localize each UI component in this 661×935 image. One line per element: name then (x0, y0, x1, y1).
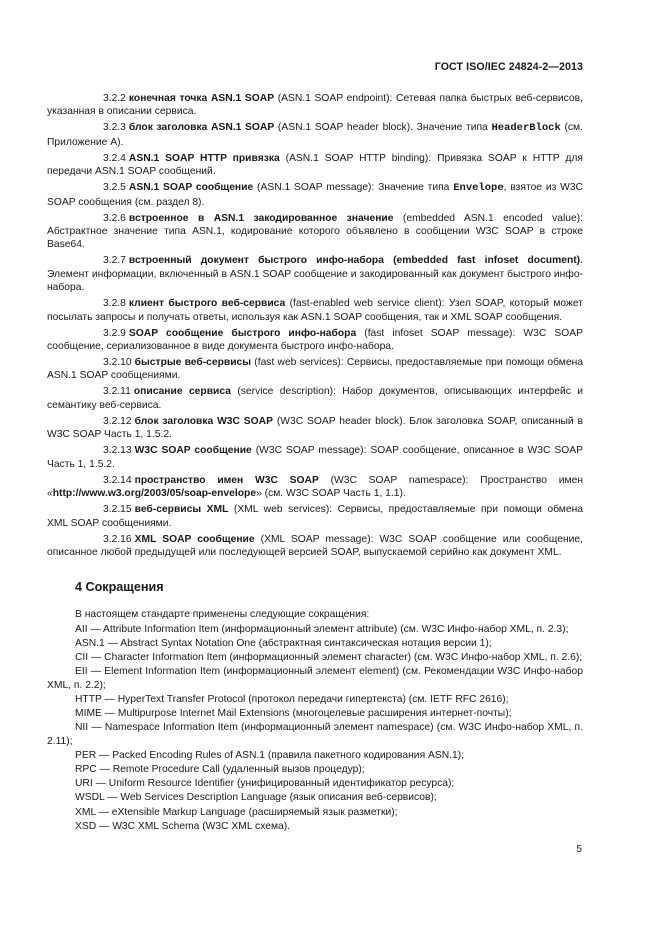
abbreviation-item: RPC — Remote Procedure Call (удаленный вызов процедур); (75, 763, 365, 775)
definition-number: 3.2.7 (103, 255, 126, 267)
definition-number: 3.2.14 (103, 474, 132, 486)
definition-paragraph (47, 121, 583, 149)
definitions-list (47, 92, 583, 559)
page-header-standard: ГОСТ ISO/IEC 24824-2—2013 (434, 61, 583, 73)
definition-term: пространство имен W3C SOAP (134, 474, 319, 486)
definition-paragraph (47, 503, 583, 530)
definition-paragraph (47, 385, 583, 412)
definition-paragraph (47, 181, 583, 209)
definition-text: (fast-enabled web service client): Узел SOAP, который может посылать запросы и получать ответы, используя как ASN.1 SOAP сообщения, так и XML SOAP сообщения. (47, 298, 583, 323)
definition-term: конечная точка ASN.1 SOAP (128, 93, 275, 104)
definition-term: веб-сервисы XML (134, 504, 229, 516)
definition-number: 3.2.12 (103, 415, 132, 427)
definition-number: 3.2.10 (103, 357, 132, 369)
definition-text: (см. Приложение А). (47, 122, 583, 148)
definition-paragraph (47, 297, 583, 324)
definition-number: 3.2.3 (103, 122, 126, 134)
definition-text: (W3C SOAP header block). Блок заголовка SOAP, описанный в W3C SOAP Часть 1, 1.5.2. (47, 415, 583, 441)
definition-paragraph (47, 474, 583, 501)
abbreviation-item: URI — Uniform Resource Identifier (унифицированный идентификатор ресурса); (75, 778, 455, 790)
definition-term: SOAP сообщение быстрого инфо-набора (128, 327, 357, 339)
type-name: HeaderBlock (491, 122, 561, 135)
definition-paragraph (47, 533, 583, 560)
definition-term: блок заголовка W3C SOAP (134, 415, 273, 427)
definition-paragraph (47, 152, 583, 179)
definition-term: XML SOAP сообщение (134, 533, 255, 545)
definition-text: , взятое из W3C SOAP сообщения (см. раздел 8). (47, 182, 583, 208)
definition-number: 3.2.11 (103, 386, 131, 398)
abbreviation-item: HTTP — HyperText Transfer Protocol (протокол передачи гипертекста) (см. IETF RFC 2616); (75, 693, 509, 705)
definition-paragraph (47, 356, 583, 383)
definition-text: (XML web services): Сервисы, предоставляемые при помощи обмена XML SOAP сообщениями. (47, 504, 584, 529)
definition-number: 3.2.6 (103, 212, 126, 224)
namespace-uri: http://www.w3.org/2003/05/soap-envelope (52, 488, 257, 500)
definition-paragraph (47, 212, 583, 252)
definition-text: (service description): Набор документов, описывающих интерфейс и семантику веб-сервиса. (47, 386, 583, 411)
abbreviation-item: XSD — W3C XML Schema (W3C XML схема). (75, 820, 291, 832)
abbreviation-item: PER — Packed Encoding Rules of ASN.1 (правила пакетного кодирования ASN.1); (75, 749, 465, 761)
definition-number: 3.2.5 (103, 182, 126, 194)
definition-paragraph (47, 92, 583, 119)
definition-number: 3.2.4 (103, 152, 126, 164)
definition-number: 3.2.9 (103, 327, 126, 339)
definition-term: блок заголовка ASN.1 SOAP (128, 122, 275, 134)
definition-paragraph (47, 254, 583, 294)
definition-text: (fast web services): Сервисы, предоставляемые при помощи обмена ASN.1 SOAP сообщениями. (47, 357, 583, 382)
abbreviation-item: NII — Namespace Information Item (информационный элемент namespace) (см. W3C Инфо-набор XML, п. 2.11); (47, 722, 583, 747)
definition-term: встроенное в ASN.1 закодированное значение (128, 212, 394, 224)
abbreviation-item: CII — Character Information Item (информационный элемент character) (см. W3C Инфо-набор XML, п. 2.6); (75, 651, 583, 663)
page-number: 5 (576, 844, 582, 855)
definition-number: 3.2.8 (103, 298, 126, 310)
definition-term: ASN.1 SOAP HTTP привязка (128, 152, 280, 164)
definition-term: быстрые веб-сервисы (134, 357, 252, 369)
definition-number: 3.2.2 (103, 93, 126, 104)
abbreviations-list (47, 623, 583, 834)
abbreviation-item: AII — Attribute Information Item (информационный элемент attribute) (см. W3C Инфо-набор XML, п. 2.3); (75, 623, 569, 635)
abbreviation-item: XML — eXtensible Markup Language (расширяемый язык разметки); (75, 806, 398, 818)
abbreviation-item: MIME — Multipurpose Internet Mail Extensions (многоцелевые расширения интернет-почты); (75, 707, 512, 719)
definition-paragraph (47, 444, 583, 471)
definition-number: 3.2.16 (103, 533, 132, 545)
definition-text: » (см. W3C SOAP Часть 1, 1.1). (256, 488, 406, 500)
definition-paragraph (47, 327, 583, 354)
definition-text: (W3C SOAP message): SOAP сообщение, описанное в W3C SOAP Часть 1, 1.5.2. (47, 445, 583, 470)
abbreviation-item: ASN.1 — Abstract Syntax Notation One (абстрактная синтаксическая нотация версии 1); (75, 637, 492, 649)
section-4-title: 4 Сокращения (75, 580, 164, 595)
type-name: Envelope (453, 182, 504, 195)
definition-term: описание сервиса (133, 386, 231, 398)
definition-term: клиент быстрого веб-сервиса (128, 298, 286, 310)
document-body (47, 92, 583, 834)
definition-text: (embedded ASN.1 encoded value): Абстрактное значение типа ASN.1, кодирование которого объявлено в сообщении W3C SOAP в строке Base64. (47, 212, 583, 251)
abbreviations-intro: В настоящем стандарте применены следующие сокращения: (75, 609, 370, 621)
definition-text: (ASN.1 SOAP header block). Значение типа (274, 122, 492, 134)
definition-number: 3.2.15 (103, 504, 132, 516)
definition-term: W3C SOAP сообщение (134, 445, 252, 457)
definition-text: (ASN.1 SOAP HTTP binding): Привязка SOAP к HTTP для передачи ASN.1 SOAP сообщений. (47, 152, 583, 178)
definition-number: 3.2.13 (103, 445, 132, 457)
definition-text: (fast infoset SOAP message): W3C SOAP сообщение, сериализованное в виде документа быстрого инфо-набора. (47, 327, 583, 353)
abbreviation-item: EII — Element Information Item (информационный элемент element) (см. Рекомендации W3C Инфо-набор XML, п. 2.2); (47, 666, 583, 691)
definition-text: (ASN.1 SOAP endpoint): Сетевая папка быстрых веб-сервисов, указанная в описании сервиса. (47, 93, 583, 118)
definition-text: (XML SOAP message): W3C SOAP сообщение или сообщение, описанное любой предыдущей или последующей версией SOAP, выпускаемой серийно как документ XML. (47, 533, 583, 558)
definition-term: встроенный документ быстрого инфо-набора (embedded fast infoset document) (128, 255, 581, 267)
definition-text: . Элемент информации, включенный в ASN.1 SOAP сообщение и закодированный как документ быстрого инфо-набора. (47, 255, 583, 294)
abbreviations-section (47, 608, 583, 833)
definition-paragraph (47, 415, 583, 442)
definition-term: ASN.1 SOAP сообщение (128, 182, 254, 194)
definition-text: (W3C SOAP namespace): Пространство имен « (47, 474, 583, 500)
definition-text: (ASN.1 SOAP message): Значение типа (253, 182, 454, 194)
abbreviation-item: WSDL — Web Services Description Language (язык описания веб-сервисов); (75, 792, 437, 804)
